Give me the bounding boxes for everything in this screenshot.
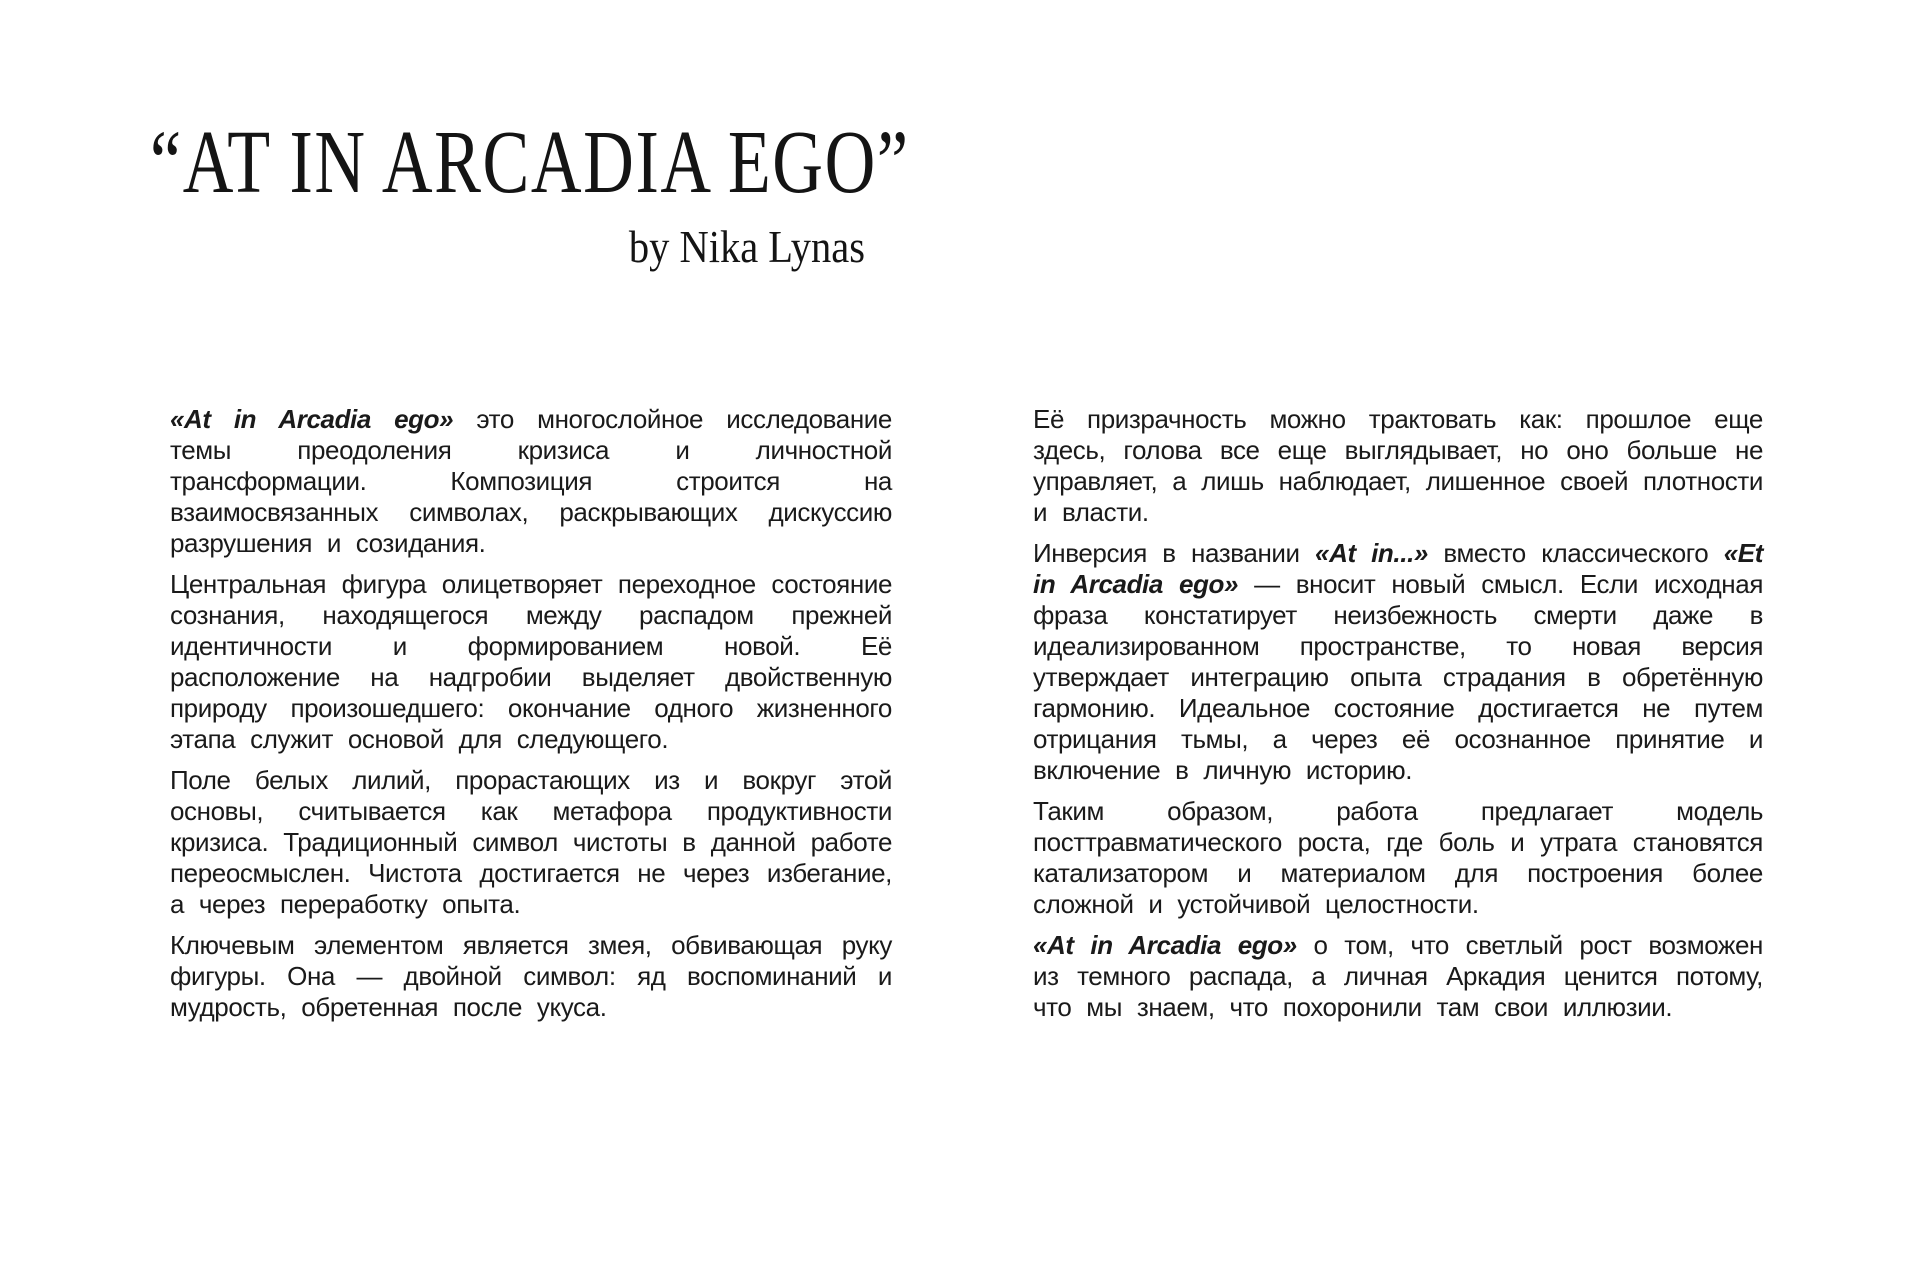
paragraph — [1033, 930, 1763, 1023]
text-segment: о том, что светлый рост возможен из темного распада, а личная Аркадия ценится потому, что мы знаем, что похоронили там свои иллюзии. — [1033, 930, 1763, 1022]
emphasis-text: «At in Arcadia ego» — [170, 404, 454, 434]
emphasis-text: «At in Arcadia ego» — [1033, 930, 1297, 960]
emphasis-text: «Et in Arcadia ego» — [1033, 538, 1763, 599]
text-segment: Центральная фигура олицетворяет переходное состояние сознания, находящегося между распадом прежней идентичности и формированием новой. Её расположение на надгробии выделяет двойственную природу произошедшего: окончание одного жизненного этапа служит основой для следующего. — [170, 569, 892, 754]
paragraph — [1033, 796, 1763, 920]
column-left — [170, 404, 892, 1023]
text-segment: это многослойное исследование темы преодоления кризиса и личностной трансформации. Композиция строится на взаимосвязанных символах, раскрывающих дискуссию разрушения и созидания. — [170, 404, 892, 558]
title-block — [150, 0, 910, 300]
emphasis-text: «At in...» — [1315, 538, 1428, 568]
byline: by Nika Lynas — [628, 221, 865, 272]
paragraph — [1033, 404, 1763, 528]
paragraph — [170, 765, 892, 920]
paragraph — [170, 930, 892, 1023]
text-segment: — вносит новый смысл. Если исходная фраза констатирует неизбежность смерти даже в идеализированном пространстве, то новая версия утверждает интеграцию опыта страдания в обретённую гармонию. Идеальное состояние достигается не путем отрицания тьмы, а через её осознанное принятие и включение в личную историю. — [1033, 569, 1763, 785]
text-segment: вместо классического — [1427, 538, 1724, 568]
paragraph — [170, 569, 892, 755]
text-segment: Её призрачность можно трактовать как: прошлое еще здесь, голова все еще выглядывает, но оно больше не управляет, а лишь наблюдает, лишенное своей плотности и власти. — [1033, 404, 1763, 527]
paragraph — [1033, 538, 1763, 786]
column-right — [1033, 404, 1763, 1023]
text-segment: Инверсия в названии — [1033, 538, 1316, 568]
text-segment: Поле белых лилий, прорастающих из и вокруг этой основы, считывается как метафора продуктивности кризиса. Традиционный символ чистоты в данной работе переосмыслен. Чистота достигается не через избегание, а через переработку опыта. — [170, 765, 892, 919]
text-segment: Ключевым элементом является змея, обвивающая руку фигуры. Она — двойной символ: яд воспоминаний и мудрость, обретенная после укуса. — [170, 930, 892, 1022]
text-segment: Таким образом, работа предлагает модель посттравматического роста, где боль и утрата становятся катализатором и материалом для построения более сложной и устойчивой целостности. — [1033, 796, 1763, 919]
page-title: “AT IN ARCADIA EGO” — [150, 113, 910, 212]
paragraph — [170, 404, 892, 559]
